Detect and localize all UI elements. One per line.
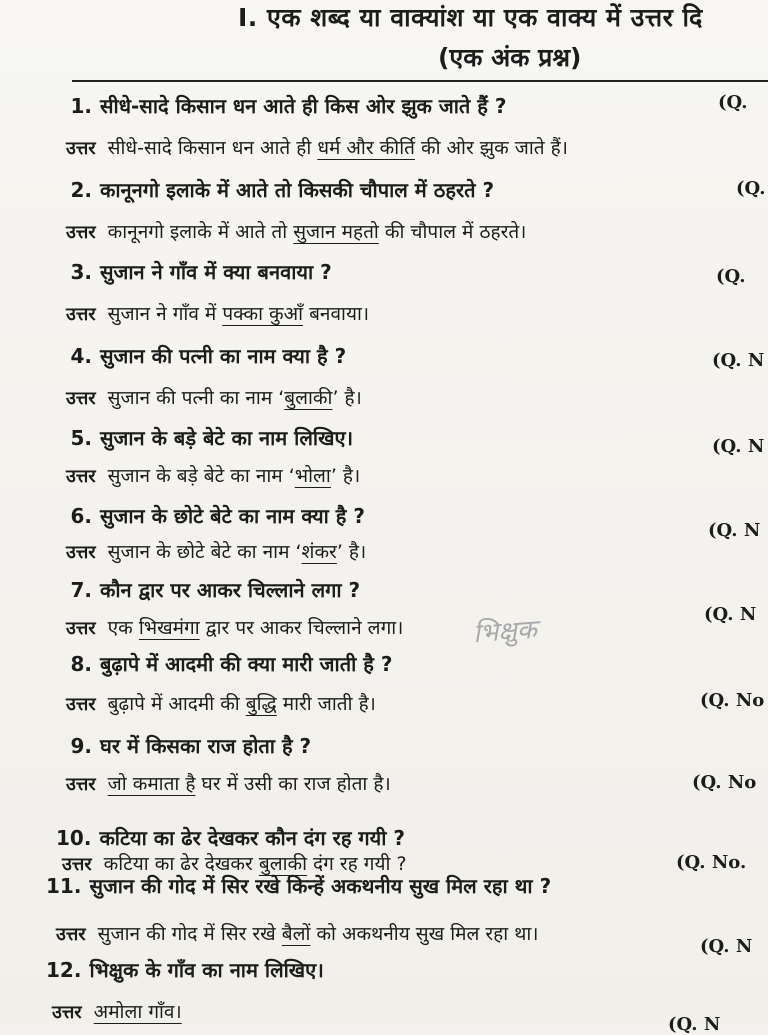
question-ref: (Q. N [700, 936, 753, 957]
answer-keyword: जो कमाता है [107, 773, 196, 795]
answer-7 [66, 614, 403, 640]
answer-4 [66, 384, 362, 410]
heading-rule [72, 80, 768, 82]
question-number: 9. [70, 734, 92, 758]
answer-text-after: ’ है। [332, 387, 362, 409]
answer-label: उत्तर [66, 138, 96, 159]
question-text: बुढ़ापे में आदमी की क्या मारी जाती है ? [100, 652, 393, 676]
answer-text-before: सीधे-सादे किसान धन आते ही [107, 137, 318, 159]
answer-text-after: को अकथनीय सुख मिल रहा था। [310, 923, 539, 945]
question-text: सुजान की गोद में सिर रखे किन्हें अकथनीय सुख मिल रहा था ? [89, 874, 552, 898]
answer-label: उत्तर [66, 618, 96, 639]
answer-label: उत्तर [56, 924, 86, 945]
answer-keyword: भिखमंगा [138, 617, 200, 639]
answer-label: उत्तर [66, 222, 96, 243]
question-number: 12. [46, 958, 82, 982]
question-ref: (Q. N [708, 520, 761, 541]
question-text: सुजान की पत्नी का नाम क्या है ? [100, 344, 347, 368]
question-ref: (Q. No [692, 772, 757, 793]
question-9 [62, 732, 311, 759]
question-text: भिक्षुक के गाँव का नाम लिखिए। [89, 958, 324, 982]
answer-text-after: ’ है। [330, 465, 361, 487]
answer-keyword: धर्म और कीर्ति [317, 137, 415, 159]
answer-1 [66, 134, 568, 160]
question-3 [62, 258, 332, 285]
answer-label: उत्तर [62, 854, 92, 875]
question-number: 6. [70, 504, 92, 528]
answer-label: उत्तर [66, 774, 96, 795]
question-ref: (Q. [718, 92, 748, 113]
question-12 [46, 956, 324, 983]
question-text: कटिया का ढेर देखकर कौन दंग रह गयी ? [99, 826, 406, 850]
question-text: घर में किसका राज होता है ? [100, 734, 312, 758]
answer-8 [66, 690, 376, 716]
answer-2 [66, 218, 526, 244]
question-10 [56, 824, 405, 851]
question-number: 7. [70, 578, 92, 602]
question-ref: (Q. No. [676, 852, 747, 873]
answer-text-before: कटिया का ढेर देखकर [103, 853, 259, 875]
question-number: 4. [70, 344, 92, 368]
answer-text-before: कानूनगो इलाके में आते तो [107, 221, 294, 243]
answer-text-after: दंग रह गयी ? [307, 853, 407, 875]
question-ref: (Q. N [712, 350, 765, 371]
section-subheading: (एक अंक प्रश्न) [438, 43, 582, 72]
question-text: सुजान के छोटे बेटे का नाम क्या है ? [100, 504, 365, 528]
answer-text-before: सुजान की पत्नी का नाम ‘ [107, 387, 285, 409]
question-number: 11. [46, 874, 82, 898]
answer-text-before: एक [107, 617, 139, 639]
answer-keyword: बुद्धि [245, 693, 277, 715]
question-text: सुजान के बड़े बेटे का नाम लिखिए। [100, 426, 354, 450]
answer-5 [66, 462, 360, 488]
question-text: सुजान ने गाँव में क्या बनवाया ? [100, 260, 332, 284]
answer-text-before: सुजान की गोद में सिर रखे [97, 923, 282, 945]
answer-label: उत्तर [66, 466, 96, 487]
answer-keyword: बुलाकी [284, 387, 333, 409]
answer-text-after: मारी जाती है। [276, 693, 376, 715]
answer-text-before: सुजान के छोटे बेटे का नाम ‘ [107, 541, 302, 563]
question-text: कौन द्वार पर आकर चिल्लाने लगा ? [100, 578, 361, 602]
question-number: 3. [70, 260, 92, 284]
answer-text-after: ’ है। [336, 541, 367, 563]
question-2 [62, 176, 494, 203]
question-5 [62, 424, 353, 451]
answer-keyword: बैलों [281, 923, 311, 945]
answer-text-after: बनवाया। [303, 303, 370, 325]
question-ref: (Q. No [700, 690, 765, 711]
section-heading: I. एक शब्द या वाक्यांश या एक वाक्य में उत्तर दि [238, 3, 703, 32]
question-number: 8. [70, 652, 92, 676]
question-6 [62, 502, 365, 529]
question-4 [62, 342, 346, 369]
answer-3 [66, 300, 369, 326]
answer-label: उत्तर [66, 304, 96, 325]
handwritten-note: भिक्षुक [472, 614, 538, 650]
question-text: कानूनगो इलाके में आते तो किसकी चौपाल में ठहरते ? [100, 178, 495, 202]
answer-keyword: अमोला गाँव। [93, 1001, 182, 1023]
question-ref: (Q. N [704, 604, 757, 625]
answer-label: उत्तर [66, 388, 96, 409]
question-ref: (Q. N [668, 1014, 721, 1035]
question-8 [62, 650, 392, 677]
answer-text-before: सुजान ने गाँव में [107, 303, 223, 325]
answer-11 [56, 920, 539, 946]
answer-keyword: शंकर [301, 541, 337, 563]
answer-keyword: बुलाकी [258, 853, 308, 875]
answer-6 [66, 538, 366, 564]
answer-text-after: की चौपाल में ठहरते। [378, 221, 527, 243]
question-11 [46, 872, 551, 899]
question-7 [62, 576, 360, 603]
question-text: सीधे-सादे किसान धन आते ही किस ओर झुक जाते हैं ? [100, 94, 507, 118]
answer-9 [66, 770, 391, 796]
answer-text-after: घर में उसी का राज होता है। [195, 773, 391, 795]
answer-keyword: पक्का कुआँ [222, 303, 304, 325]
question-1 [62, 92, 506, 119]
answer-label: उत्तर [52, 1002, 82, 1023]
answer-label: उत्तर [66, 542, 96, 563]
answer-label: उत्तर [66, 694, 96, 715]
question-number: 2. [70, 178, 92, 202]
answer-text-after: द्वार पर आकर चिल्लाने लगा। [199, 617, 404, 639]
question-ref: (Q. [736, 178, 766, 199]
answer-keyword: सुजान महतो [293, 221, 379, 243]
question-ref: (Q. [716, 266, 746, 287]
answer-text-before: बुढ़ापे में आदमी की [107, 693, 246, 715]
question-ref: (Q. N [712, 436, 765, 457]
answer-keyword: भोला [294, 465, 331, 487]
answer-12 [52, 998, 182, 1024]
answer-text-after: की ओर झुक जाते हैं। [414, 137, 568, 159]
answer-text-before: सुजान के बड़े बेटे का नाम ‘ [107, 465, 295, 487]
question-number: 5. [70, 426, 92, 450]
question-number: 10. [56, 826, 92, 850]
question-number: 1. [70, 94, 92, 118]
